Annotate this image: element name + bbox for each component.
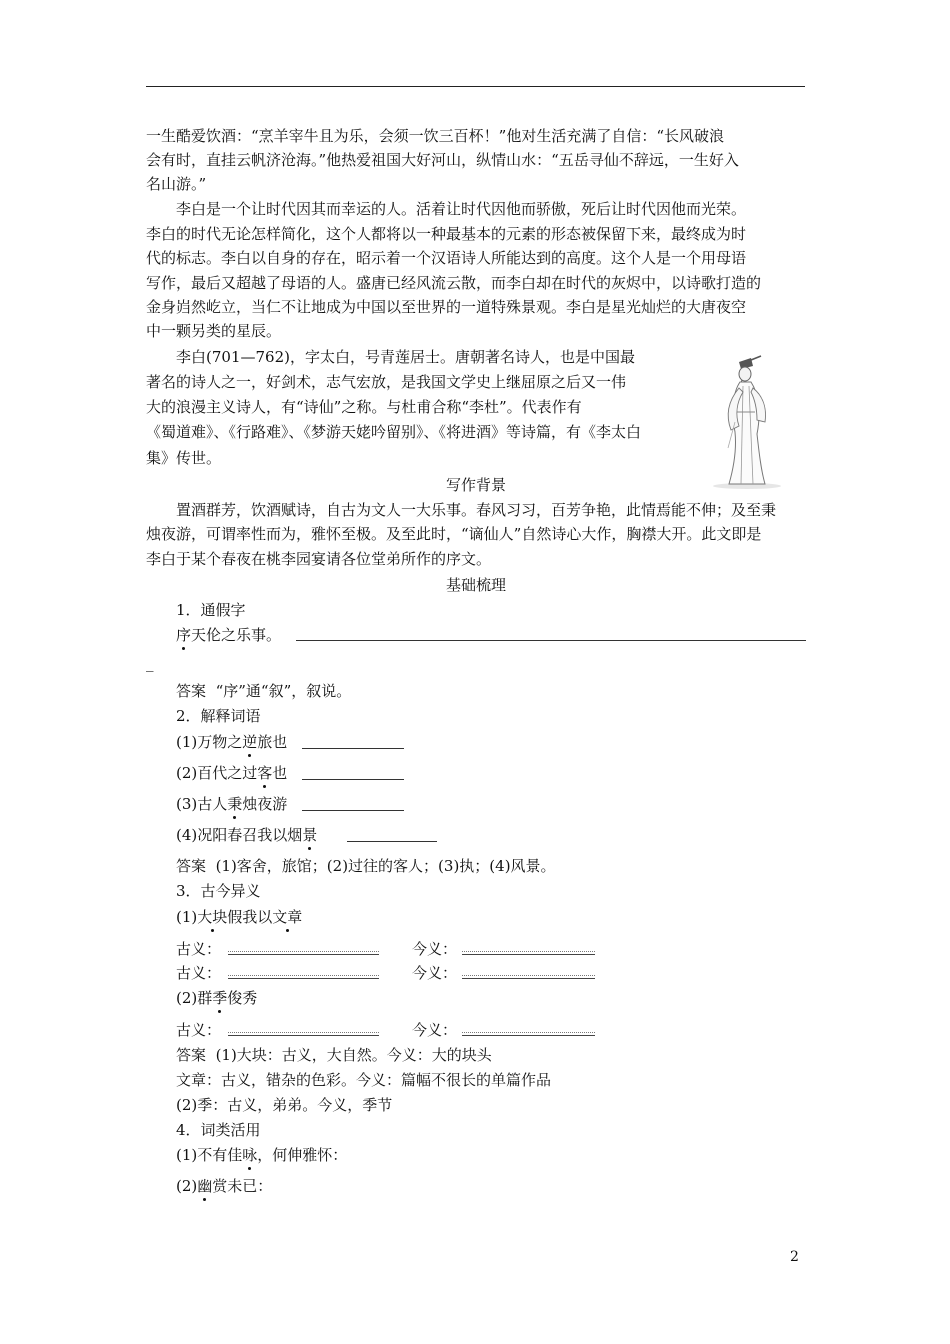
s3-item-1-dotted-2: 文章 [272,908,303,926]
bio-line-3: 大的浪漫主义诗人，有“诗仙”之称。与杜甫合称“李杜”。代表作有 [146,398,582,416]
s4-item-2-post: 赏未已： [212,1177,273,1195]
bio-line-4: 《蜀道难》、《行路难》、《梦游天姥吟留别》、《将进酒》等诗篇，有《李太白 [146,423,642,441]
s1-answer [176,679,351,703]
s2-item-1-post: 旅也 [257,733,288,751]
s2-title: 2．解释词语 [176,707,261,725]
s1-dotted-char: 序 [176,626,192,644]
s2-item-1-blank[interactable] [302,748,404,749]
s3-answer-line-2: 文章：古义，错杂的色彩。今义：篇幅不很长的单篇作品 [176,1071,552,1089]
s3-gu-label-1: 古义： [176,940,222,958]
s4-item-1-pre: (1)不有佳 [176,1146,243,1164]
s2-item-1-pre: (1)万物之 [176,733,243,751]
para2-line-6: 中一颗另类的星辰。 [146,322,282,340]
s4-item-1-post: ，何伸雅怀： [257,1146,348,1164]
para2-line-4: 写作，最后又超越了母语的人。盛唐已经风流云散，而李白却在时代的灰烬中，以诗歌打造的 [146,274,762,292]
s3-item-1-dotted: 大块 [197,908,228,926]
section-heading-background: 写作背景 [445,476,506,494]
s2-answer [176,854,556,878]
s3-gu-blank-2[interactable] [228,978,379,979]
s3-jin-label-1: 今义： [412,940,458,958]
para2-line-2: 李白的时代无论怎样简化，这个人都将以一种最基本的元素的形态被保留下来，最终成为时 [146,225,747,243]
s1-title: 1．通假字 [176,601,246,619]
s2-item-3-post: 烛夜游 [242,795,288,813]
s1-question-rest: 天伦之乐事。 [191,626,282,644]
s4-item-2-dotted: 幽 [197,1177,213,1195]
header-rule [146,86,805,87]
s1-answer-label: 答案 [176,682,207,700]
s1-answer-blank[interactable] [296,640,806,641]
para2-line-1: 李白是一个让时代因其而幸运的人。活着让时代因他而骄傲，死后让时代因他而光荣。 [176,200,747,218]
s3-jin-blank-2[interactable] [462,978,595,979]
s2-item-4-dotted: 景 [302,826,318,844]
s3-gu-blank-1[interactable] [228,954,379,955]
s1-question [176,623,281,647]
s4-item-1-dotted: 咏 [242,1146,258,1164]
s3-item-2-post: 俊秀 [227,989,258,1007]
para2-line-5: 金身岿然屹立，当仁不让地成为中国以至世界的一道特殊景观。李白是星光灿烂的大唐夜空 [146,298,747,316]
s3-answer-1 [176,1043,492,1067]
s2-item-4 [176,823,317,847]
s1-answer-text: “序”通“叙”，叙说。 [215,682,352,700]
s3-jin-blank-1[interactable] [462,954,595,955]
s3-gu-blank-3[interactable] [228,1035,379,1036]
bio-line-5: 集》传世。 [146,449,222,467]
s3-jin-label-2: 今义： [412,964,458,982]
s2-item-2 [176,761,287,785]
s3-item-2 [176,986,257,1010]
s3-item-1-mid: 假我以 [227,908,273,926]
s2-item-2-pre: (2)百代之过 [176,764,258,782]
page-number: 2 [790,1249,799,1265]
li-bai-portrait [695,352,806,490]
s2-item-2-dotted: 客 [257,764,273,782]
section-heading-basics: 基础梳理 [445,576,506,594]
s3-item-2-pre: (2)群 [176,989,213,1007]
s3-item-1-pre: (1) [176,908,198,926]
s2-item-3-dotted: 秉 [227,795,243,813]
s3-answer-label: 答案 [176,1046,207,1064]
s3-answer-line-3: (2)季：古义，弟弟。今义，季节 [176,1096,393,1114]
s3-gu-label-2: 古义： [176,964,222,982]
s3-item-1 [176,905,302,929]
s2-item-4-pre: (4)况阳春召我以烟 [176,826,303,844]
background-line-1: 置酒群芳，饮酒赋诗，自古为文人一大乐事。春风习习，百芳争艳，此情焉能不伸；及至秉 [176,501,777,519]
s3-gu-label-3: 古义： [176,1021,222,1039]
s4-item-1 [176,1143,347,1167]
intro-line-1: 一生酷爱饮酒：“烹羊宰牛且为乐，会须一饮三百杯！”他对生活充满了自信：“长风破浪 [146,127,725,145]
s2-answer-label: 答案 [176,857,207,875]
background-line-3: 李白于某个春夜在桃李园宴请各位堂弟所作的序文。 [146,550,492,568]
bio-line-1: 李白(701—762)，字太白，号青莲居士。唐朝著名诗人，也是中国最 [176,348,635,366]
para2-line-3: 代的标志。李白以自身的存在，昭示着一个汉语诗人所能达到的高度。这个人是一个用母语 [146,249,747,267]
s2-item-4-blank[interactable] [347,841,437,842]
bio-line-2: 著名的诗人之一，好剑术，志气宏放，是我国文学史上继屈原之后又一伟 [146,373,627,391]
s2-item-2-post: 也 [272,764,288,782]
s3-jin-label-3: 今义： [412,1021,458,1039]
s2-item-3-blank[interactable] [302,810,404,811]
s2-answer-text: (1)客舍，旅馆；(2)过往的客人；(3)执；(4)风景。 [215,857,556,875]
s2-item-2-blank[interactable] [302,779,404,780]
s2-item-3-pre: (3)古人 [176,795,228,813]
s4-item-2-pre: (2) [176,1177,198,1195]
s2-item-1 [176,730,287,754]
s2-item-1-dotted: 逆 [242,733,258,751]
s3-answer-line-1: (1)大块：古义，大自然。今义：大的块头 [215,1046,492,1064]
s1-trail: _ [146,654,154,672]
background-line-2: 烛夜游，可谓率性而为，雅怀至极。及至此时，“谪仙人”自然诗心大作，胸襟大开。此文即是 [146,525,762,543]
s4-item-2 [176,1174,272,1198]
s3-title: 3．古今异义 [176,882,261,900]
s4-title: 4．词类活用 [176,1121,261,1139]
s3-item-2-dotted: 季 [212,989,228,1007]
intro-line-2: 会有时，直挂云帆济沧海。”他热爱祖国大好河山，纵情山水：“五岳寻仙不辞远，一生好入 [146,151,739,169]
intro-line-3: 名山游。” [146,175,207,193]
s3-jin-blank-3[interactable] [462,1035,595,1036]
s2-item-3 [176,792,287,816]
